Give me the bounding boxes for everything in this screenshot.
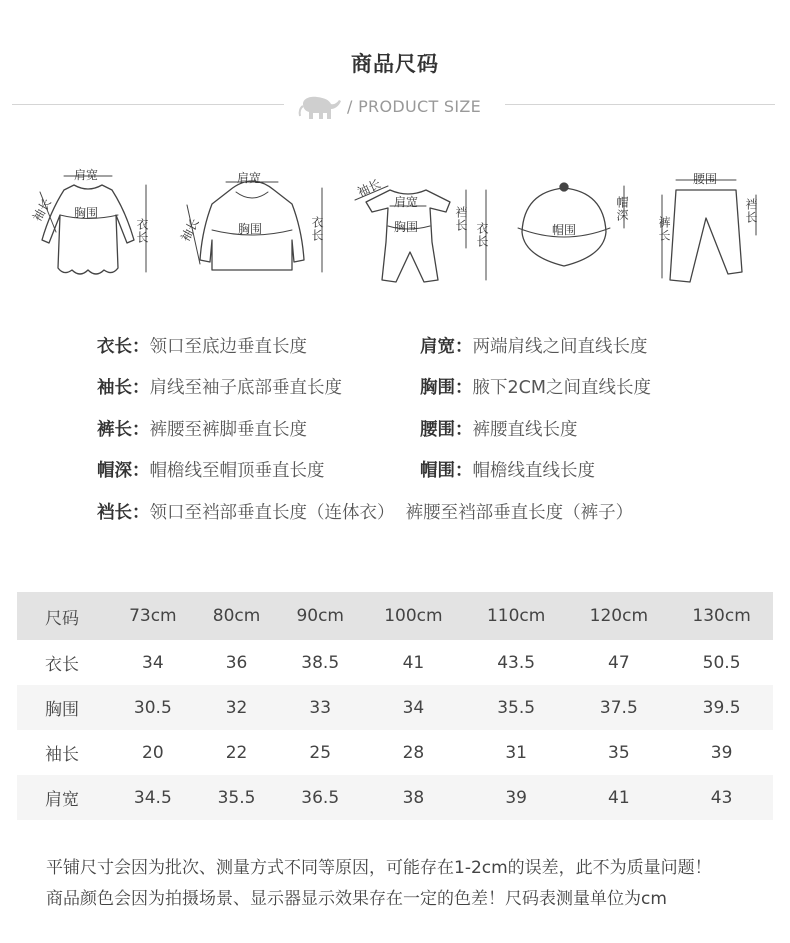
table-cell: 30.5 [111, 685, 195, 730]
table-cell: 22 [225, 742, 248, 763]
table-row [17, 775, 773, 820]
divider-left [12, 104, 284, 105]
pants-crotch-label: 裆长 [744, 198, 758, 224]
pants-figure-icon [662, 180, 756, 282]
table-cell: 38 [362, 775, 465, 820]
table-cell: 34 [362, 685, 465, 730]
dress-figure-icon [40, 176, 149, 274]
table-cell: 肩宽 [17, 775, 111, 820]
definition-item: 帽围：帽檐线直线长度 [420, 461, 595, 481]
table-header-cell: 尺码 [17, 592, 111, 640]
table-row [17, 730, 773, 775]
table-header-cell: 100cm [362, 592, 465, 640]
table-header-cell: 80cm [195, 592, 279, 640]
table-header-cell: 120cm [568, 592, 671, 640]
table-cell: 41 [402, 652, 425, 673]
dress-sleeve-label: 袖长 [29, 196, 55, 224]
table-cell: 34 [142, 652, 164, 673]
page-subtitle: / PRODUCT SIZE [347, 97, 482, 116]
definition-item: 肩宽：两端肩线之间直线长度 [420, 337, 648, 357]
disclaimer-note-1: 平铺尺寸会因为批次、测量方式不同等原因，可能存在1-2cm的误差，此不为质量问题！ [46, 858, 712, 878]
table-header-cell: 90cm [278, 592, 362, 640]
table-cell: 34.5 [111, 775, 195, 820]
table-cell: 43 [670, 775, 773, 820]
table-cell: 38.5 [301, 652, 340, 673]
romper-length-label: 衣长 [475, 222, 489, 248]
table-cell: 39 [710, 742, 733, 763]
dress-length-label: 衣长 [135, 218, 149, 244]
table-cell: 33 [278, 685, 362, 730]
table-cell: 28 [402, 742, 425, 763]
definition-item: 帽深：帽檐线至帽顶垂直长度 [97, 461, 325, 481]
table-cell: 袖长 [45, 745, 79, 765]
pants-waist-label: 腰围 [693, 172, 718, 186]
jacket-shoulder-label: 肩宽 [237, 171, 262, 185]
table-cell: 50.5 [702, 652, 741, 673]
table-cell: 39.5 [670, 685, 773, 730]
table-cell: 36.5 [278, 775, 362, 820]
table-header-cell: 130cm [670, 592, 773, 640]
table-cell: 37.5 [568, 685, 671, 730]
table-cell: 35.5 [195, 775, 279, 820]
romper-sleeve-label: 袖长 [355, 176, 383, 200]
table-header-row [17, 592, 773, 640]
table-cell: 胸围 [17, 685, 111, 730]
jacket-length-label: 衣长 [310, 216, 324, 242]
size-table [17, 592, 773, 820]
table-row [17, 685, 773, 730]
measurement-figures [0, 160, 790, 300]
page-title: 商品尺码 [351, 52, 439, 76]
romper-chest-label: 胸围 [394, 220, 419, 234]
definition-item: 袖长：肩线至袖子底部垂直长度 [97, 378, 342, 398]
romper-figure-icon [355, 186, 489, 282]
table-header-cell: 73cm [111, 592, 195, 640]
definition-item: 胸围：腋下2CM之间直线长度 [420, 378, 651, 398]
romper-shoulder-label: 肩宽 [394, 195, 419, 209]
elephant-icon [297, 94, 343, 122]
table-cell: 32 [195, 685, 279, 730]
jacket-sleeve-label: 袖长 [178, 216, 202, 244]
table-cell: 衣长 [45, 655, 79, 675]
definition-item: 衣长：领口至底边垂直长度 [97, 337, 307, 357]
definition-item: 裆长：领口至裆部垂直长度（连体衣） 裤腰至裆部垂直长度（裤子） [97, 503, 634, 523]
pants-length-label: 裤长 [657, 216, 671, 242]
definition-item: 裤长：裤腰至裤脚垂直长度 [97, 420, 307, 440]
table-cell: 31 [505, 742, 527, 763]
table-cell: 25 [309, 742, 332, 763]
disclaimer-note-2: 商品颜色会因为拍摄场景、显示器显示效果存在一定的色差！尺码表测量单位为cm [46, 889, 667, 909]
dress-chest-label: 胸围 [74, 206, 99, 220]
table-cell: 39 [465, 775, 568, 820]
table-row [17, 640, 773, 685]
dress-shoulder-label: 肩宽 [74, 168, 99, 182]
table-cell: 36 [225, 652, 248, 673]
table-cell: 20 [142, 742, 164, 763]
definition-item: 腰围：裤腰直线长度 [420, 420, 578, 440]
table-cell: 43.5 [497, 652, 536, 673]
divider-right [505, 104, 775, 105]
hat-circumference-label: 帽围 [552, 223, 577, 237]
hat-depth-label: 帽深 [615, 196, 629, 222]
table-header-cell: 110cm [465, 592, 568, 640]
jacket-chest-label: 胸围 [238, 222, 263, 236]
table-cell: 41 [568, 775, 671, 820]
table-cell: 35.5 [465, 685, 568, 730]
table-cell: 35 [608, 742, 630, 763]
table-cell: 47 [608, 652, 630, 673]
romper-crotch-label: 裆长 [454, 206, 468, 232]
